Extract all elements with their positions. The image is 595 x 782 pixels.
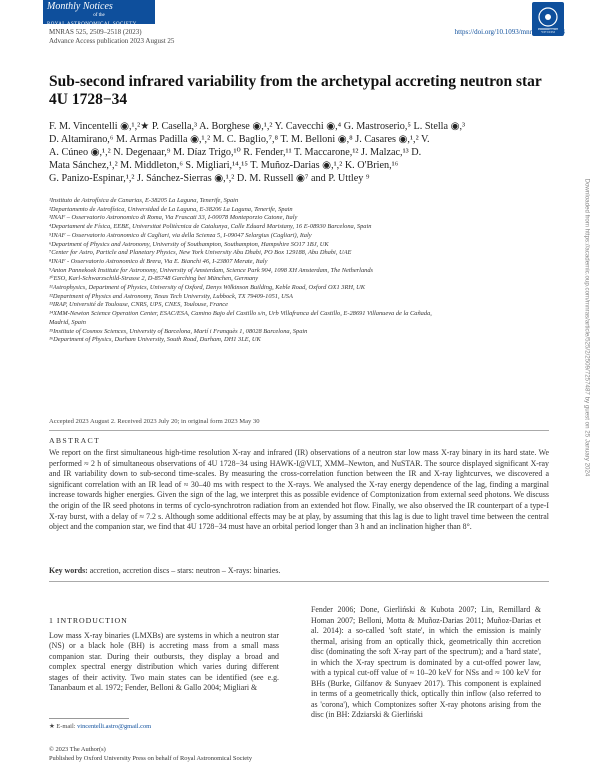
publisher-line: Published by Oxford University Press on behalf of Royal Astronomical Society <box>49 755 253 762</box>
title-line-2: 4U 1728−34 <box>49 91 128 108</box>
download-sidebar <box>582 180 592 600</box>
affiliation: ²Departamento de Astrofísica, Universidad de La Laguna, E-38206 La Laguna, Tenerife, Spain <box>49 205 293 213</box>
author-line: F. M. Vincentelli ◉,¹,²★ P. Casella,³ A. Borghese ◉,¹,² Y. Cavecchi ◉,⁴ G. Mastroserio,⁵ L. Stella ◉,³ <box>49 121 466 132</box>
journal-banner[interactable] <box>43 0 155 27</box>
affiliation: ¹⁴XMM-Newton Science Operation Center, ESAC/ESA, Camino Bajo del Castillo s/n, Urb Villafranca del Castillo, E-28691 Villanueva de la Cañada, <box>49 310 432 318</box>
intro-paragraph: Low mass X-ray binaries (LMXBs) are systems in which a neutron star (NS) or a black hole (BH) is accreting mass from a small mass companion star. During their outbursts, they display a broad and complex spectral energy distribution which varies during different stages of their activity. Two main states can be identified (see e.g. Tananbaum et al. 1972; Fender, Belloni & Gallo 2004; Migliari & <box>49 630 279 692</box>
title-line-1: Sub-second infrared variability from the archetypal accreting neutron star <box>49 73 542 90</box>
footnote-prefix: ★ E-mail: <box>49 723 76 730</box>
journal-name: Monthly Notices <box>47 1 113 12</box>
author-list <box>49 120 549 185</box>
affiliation: ¹¹Astrophysics, Department of Physics, University of Oxford, Denys Wilkinson Building, Keble Road, Oxford OX1 3RH, UK <box>49 284 366 292</box>
affiliation: ⁹Anton Pannekoek Institute for Astronomy, University of Amsterdam, Science Park 904, 1098 XH Amsterdam, The Netherlands <box>49 266 374 274</box>
affiliation: ⁷Center for Astro, Particle and Planetary Physics, New York University Abu Dhabi, PO Box 129188, Abu Dhabi, UAE <box>49 249 352 257</box>
intro-right-column <box>311 605 541 721</box>
email-link[interactable]: vincentelli.astro@gmail.com <box>77 723 152 730</box>
journal-society: ROYAL ASTRONOMICAL SOCIETY <box>47 22 137 27</box>
copyright-line: © 2023 The Author(s) <box>49 746 106 753</box>
footnote-divider <box>49 718 129 719</box>
abstract-heading: ABSTRACT <box>49 436 101 445</box>
advance-access: Advance Access publication 2023 August 25 <box>49 37 175 45</box>
author-line: G. Panizo-Espinar,¹,² J. Sánchez-Sierras ◉,¹,² D. M. Russell ◉⁷ and P. Uttley ⁹ <box>49 173 370 184</box>
author-line: D. Altamirano,⁶ M. Armas Padilla ◉,¹,² M. C. Baglio,⁷,⁸ T. M. Belloni ◉,⁸ J. Casares ◉,¹,² V. <box>49 134 430 145</box>
affiliation: ⁵INAF – Osservatorio Astronomico di Cagliari, via della Scienza 5, I-09047 Selargius (Cagliari), Italy <box>49 231 312 239</box>
affiliation: ¹⁶Department of Physics, Durham University, South Road, Durham, DH1 3LE, UK <box>49 336 261 344</box>
download-notice: Downloaded from https://academic.oup.com/mnras/article/525/2/2509/7257487 by guest on 25 January 2024 <box>583 178 591 477</box>
keywords <box>49 566 549 575</box>
affiliation: ⁶Department of Physics and Astronomy, University of Southampton, Southampton, Hampshire SO17 1BJ, UK <box>49 240 329 248</box>
affiliation: ¹²Department of Physics and Astronomy, Texas Tech University, Lubbock, TX 79409-1051, USA <box>49 292 293 300</box>
affiliation: ¹⁵Institute of Cosmos Sciences, University of Barcelona, Martí i Franquès 1, 08028 Barcelona, Spain <box>49 327 308 335</box>
keywords-text: accretion, accretion discs – stars: neutron – X-rays: binaries. <box>89 566 281 575</box>
doi-link[interactable]: https://doi.org/10.1093/mnras/stad2414 <box>454 28 565 36</box>
footnote <box>49 722 151 730</box>
affiliation: Madrid, Spain <box>49 318 86 326</box>
affiliation: ¹³IRAP, Université de Toulouse, CNRS, UPS, CNES, Toulouse, France <box>49 301 228 309</box>
accepted-dates: Accepted 2023 August 2. Received 2023 July 20; in original form 2023 May 30 <box>49 418 260 425</box>
divider <box>49 581 549 582</box>
intro-left-column <box>49 600 279 694</box>
divider <box>49 430 549 431</box>
author-line: Mata Sánchez,¹,² M. Middleton,⁶ S. Migliari,¹⁴,¹⁵ T. Muñoz-Darias ◉,¹,² K. O'Brien,¹⁶ <box>49 160 399 171</box>
paper-title <box>49 73 549 109</box>
journal-name-of: of the <box>93 13 105 18</box>
affiliation: ⁴Departament de Física, EEBE, Universitat Politècnica de Catalunya, Calle Eduard Maristany, 16 E-08930 Barcelona, Spain <box>49 223 372 231</box>
affiliation-list <box>49 197 549 345</box>
affiliation: ¹Instituto de Astrofísica de Canarias, E-38205 La Laguna, Tenerife, Spain <box>49 197 239 204</box>
abstract-text: We report on the first simultaneous high-time resolution X-ray and infrared (IR) observations of a neutron star low mass X-ray binary in its hard state. We performed ≈ 2 h of simultaneous observations of 4U 1728−34 using HAWK-I@VLT, XMM–Newton, and NuSTAR. The source displayed significant X-ray and IR variability down to sub-second time-scales. By measuring the cross-correlation function between the IR and X-ray lightcurves, we discovered a significant correlation with an IR lead of ≈ 30–40 ms with respect to the X-rays. We analysed the X-ray energy dependence of the lag, finding a marginal increase towards higher energies. Given the sign of the lag, we interpret this as possible evidence of Comptonization from external seed photons. We discuss the origin of the IR seed photons in terms of cyclo-synchrotron radiation from an extended hot flow. Finally, we also observed the IR counterpart of a type-I X-ray burst, with a delay of ≈ 7.2 s. Although some additional effects may be at play, by assuming that this lag is due to light travel time between the central object and the companion star, we find that 4U 1728−34 must have an orbital period longer than 3 h and an inclination higher than 8°. <box>49 448 549 532</box>
keywords-label: Key words: <box>49 566 88 575</box>
author-line: A. Cúneo ◉,¹,² N. Degenaar,⁹ M. Díaz Trigo,¹⁰ R. Fender,¹¹ T. Maccarone,¹² J. Malzac,¹³ D. <box>49 147 422 158</box>
affiliation: ³INAF – Osservatorio Astronomico di Roma, Via Frascati 33, I-00078 Monteporzio Catone, Italy <box>49 214 298 222</box>
intro-paragraph-cont: Fender 2006; Done, Gierliński & Kubota 2007; Lin, Remillard & Homan 2007; Belloni, Motta & Muñoz-Darias 2011; Muñoz-Darias et al. 2014): a so-called 'soft state', in which the emission is mainly thermal, arising from an optically thick, geometrically thin accretion disc (dominating the soft X-ray part of the spectrum); and a 'hard state', in which the X-ray spectrum is dominated by a cut-offed power law, with a typical cut-off value of ≈ 10–20 keV for NSs and ≈ 100 keV for BHs (Burke, Gilfanov & Sunyaev 2017). This component is explained in terms of a geometrically thick, optically thin inflow (also referred to as 'corona'), which Comptonizes softer X-ray photons arising from the disc (in BH: Zdziarski & Gierliński <box>311 605 541 719</box>
affiliation: ⁸INAF - Osservatorio Astronomico di Brera, Via E. Bianchi 46, I-23807 Merate, Italy <box>49 257 268 265</box>
intro-heading: 1 INTRODUCTION <box>49 616 128 625</box>
citation: MNRAS 525, 2509–2518 (2023) <box>49 28 142 36</box>
affiliation: ¹⁰ESO, Karl-Schwarzschild-Strasse 2, D-85748 Garching bei München, Germany <box>49 275 259 283</box>
